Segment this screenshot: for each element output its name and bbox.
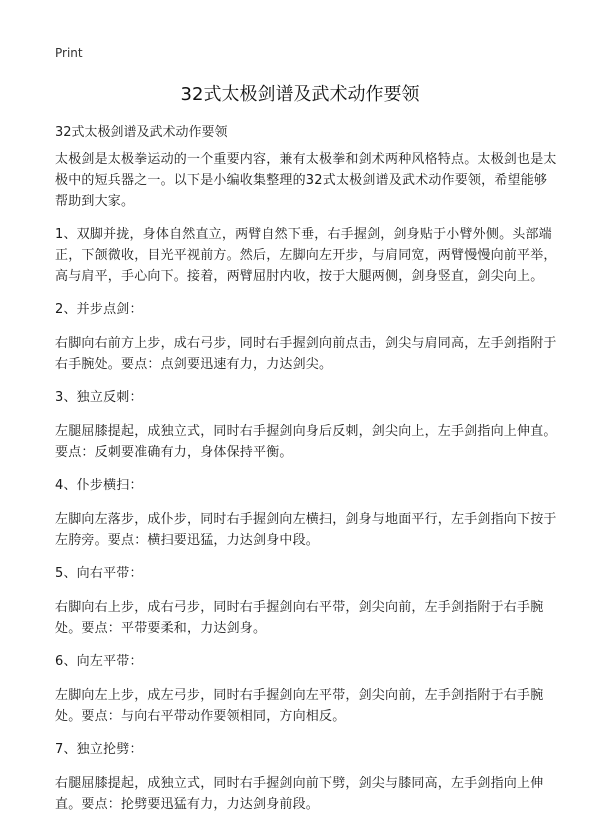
article-body <box>55 149 560 827</box>
page-title: 32式太极剑谱及武术动作要领 <box>180 84 420 105</box>
section-heading: 3、独立反刺： <box>55 390 143 405</box>
print-link[interactable]: Print <box>55 46 83 60</box>
step-1-paragraph: 1、双脚并拢，身体自然直立，两臂自然下垂，右手握剑，剑身贴于小臂外侧。头部端正，下颌微收，目光平视前方。然后，左脚向左开步，与肩同宽，两臂慢慢向前平举，高与肩平，手心向下。接着，两臂屈肘内收，按于大腿两侧，剑身竖直，剑尖向上。 <box>55 227 557 284</box>
section-heading: 4、仆步横扫： <box>55 478 143 493</box>
section-heading: 5、向右平带： <box>55 566 143 581</box>
section-heading: 7、独立抡劈： <box>55 742 143 757</box>
section-paragraph: 右腿屈膝提起，成独立式，同时右手握剑向前下劈，剑尖与膝同高，左手剑指向上伸直。要点：抡劈要迅猛有力，力达剑身前段。 <box>55 776 544 812</box>
section-paragraph: 左脚向左落步，成仆步，同时右手握剑向左横扫，剑身与地面平行，左手剑指向下按于左胯旁。要点：横扫要迅猛，力达剑身中段。 <box>55 512 557 548</box>
section-paragraph: 右脚向右前方上步，成右弓步，同时右手握剑向前点击，剑尖与肩同高，左手剑指附于右手腕处。要点：点剑要迅速有力，力达剑尖。 <box>55 336 557 372</box>
article-subtitle: 32式太极剑谱及武术动作要领 <box>55 125 228 140</box>
section-paragraph: 左腿屈膝提起，成独立式，同时右手握剑向身后反刺，剑尖向上，左手剑指向上伸直。要点：反刺要准确有力，身体保持平衡。 <box>55 424 557 460</box>
intro-paragraph: 太极剑是太极拳运动的一个重要内容，兼有太极拳和剑术两种风格特点。太极剑也是太极中的短兵器之一。以下是小编收集整理的32式太极剑谱及武术动作要领，希望能够帮助到大家。 <box>55 152 557 209</box>
section-paragraph: 左脚向左上步，成左弓步，同时右手握剑向左平带，剑尖向前，左手剑指附于右手腕处。要点：与向右平带动作要领相同，方向相反。 <box>55 688 544 724</box>
section-heading: 2、并步点剑： <box>55 302 143 317</box>
section-paragraph: 右脚向右上步，成右弓步，同时右手握剑向右平带，剑尖向前，左手剑指附于右手腕处。要点：平带要柔和，力达剑身。 <box>55 600 544 636</box>
section-heading: 6、向左平带： <box>55 654 143 669</box>
